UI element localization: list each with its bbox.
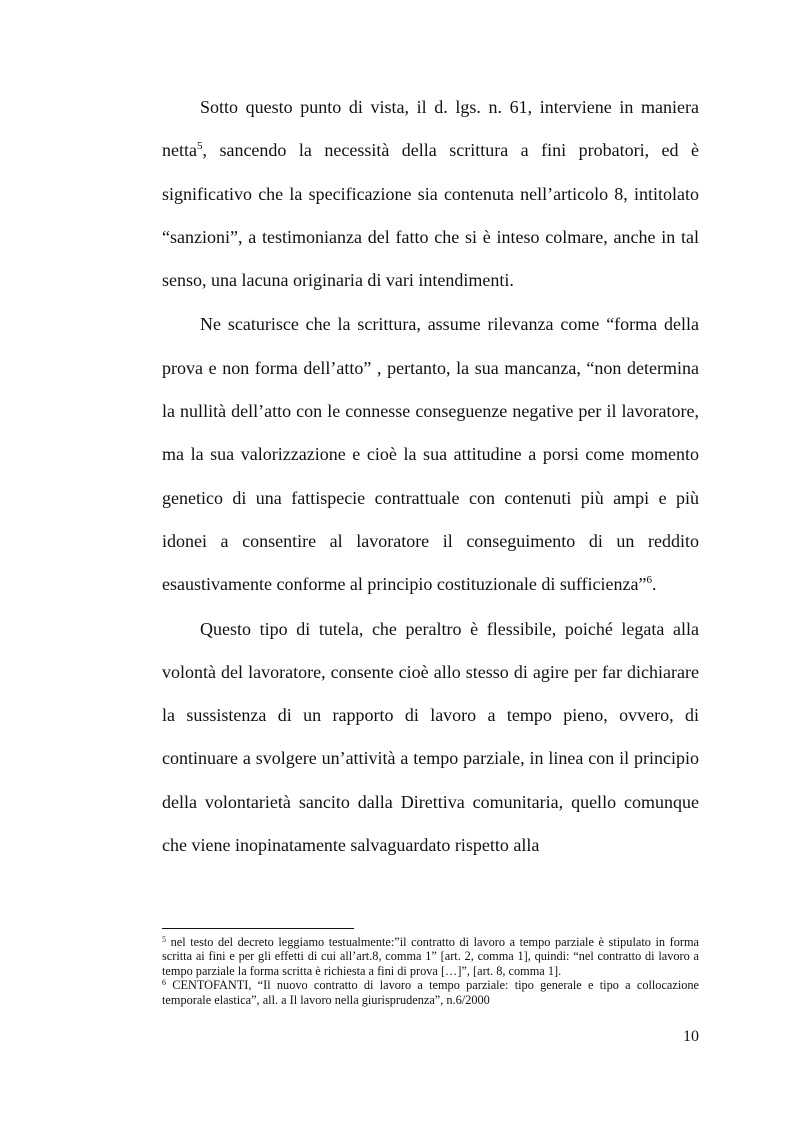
footnote-separator xyxy=(162,928,354,929)
footnote-6 xyxy=(162,978,699,1007)
text-run: . xyxy=(652,574,657,595)
footnote-5 xyxy=(162,935,699,978)
footnote-ref-6: 6 xyxy=(646,574,652,587)
footnote-text: nel testo del decreto leggiamo testualmente:”il contratto di lavoro a tempo parziale è stipulato in forma scritta ai fini e per gli effetti di cui all’art.8, comma 1” [art. 2, comma 1], quindi: “nel contratto di lavoro a tempo parziale la forma scritta è richiesta a fini di prova […]”, [art. 8, comma 1]. xyxy=(162,935,699,978)
footnotes xyxy=(162,935,699,1007)
footnote-marker: 5 xyxy=(162,935,166,944)
page-number: 10 xyxy=(683,1028,699,1045)
footnote-marker: 6 xyxy=(162,978,166,988)
text-run: Ne scaturisce che la scrittura, assume rilevanza come “forma della prova e non forma dell’atto” , pertanto, la sua mancanza, “non determina la nullità dell’atto con le connesse conseguenze negative per il lavoratore, ma la sua valorizzazione e cioè la sua attitudine a porsi come momento genetico di una fattispecie contrattuale con contenuti più ampi e più idonei a consentire al lavoratore il conseguimento di un reddito esaustivamente conforme al principio costituzionale di sufficienza” xyxy=(162,314,699,595)
text-run: Questo tipo di tutela, che peraltro è flessibile, poiché legata alla volontà del lavoratore, consente cioè allo stesso di agire per far dichiarare la sussistenza di un rapporto di lavoro a tempo pieno, ovvero, di continuare a svolgere un’attività a tempo parziale, in linea con il principio della volontarietà sancito dalla Direttiva comunitaria, quello comunque che viene inopinatamente salvaguardato rispetto alla xyxy=(162,618,699,856)
footnote-text: CENTOFANTI, “Il nuovo contratto di lavoro a tempo parziale: tipo generale e tipo a collocazione temporale elastica”, all. a Il lavoro nella giurisprudenza”, n.6/2000 xyxy=(162,978,699,1007)
footnote-ref-5: 5 xyxy=(196,140,203,153)
body-text xyxy=(162,86,699,867)
paragraph-3 xyxy=(162,608,699,868)
paragraph-2 xyxy=(162,303,699,606)
text-run: , sancendo la necessità della scrittura a fini probatori, ed è significativo che la specificazione sia contenuta nell’articolo 8, intitolato “sanzioni”, a testimonianza del fatto che si è inteso colmare, anche in tal senso, una lacuna originaria di vari intendimenti. xyxy=(162,140,699,291)
paragraph-1 xyxy=(162,86,699,302)
text-run: Sotto questo punto di vista, il d. lgs. n. 61, interviene in maniera netta xyxy=(162,97,699,161)
